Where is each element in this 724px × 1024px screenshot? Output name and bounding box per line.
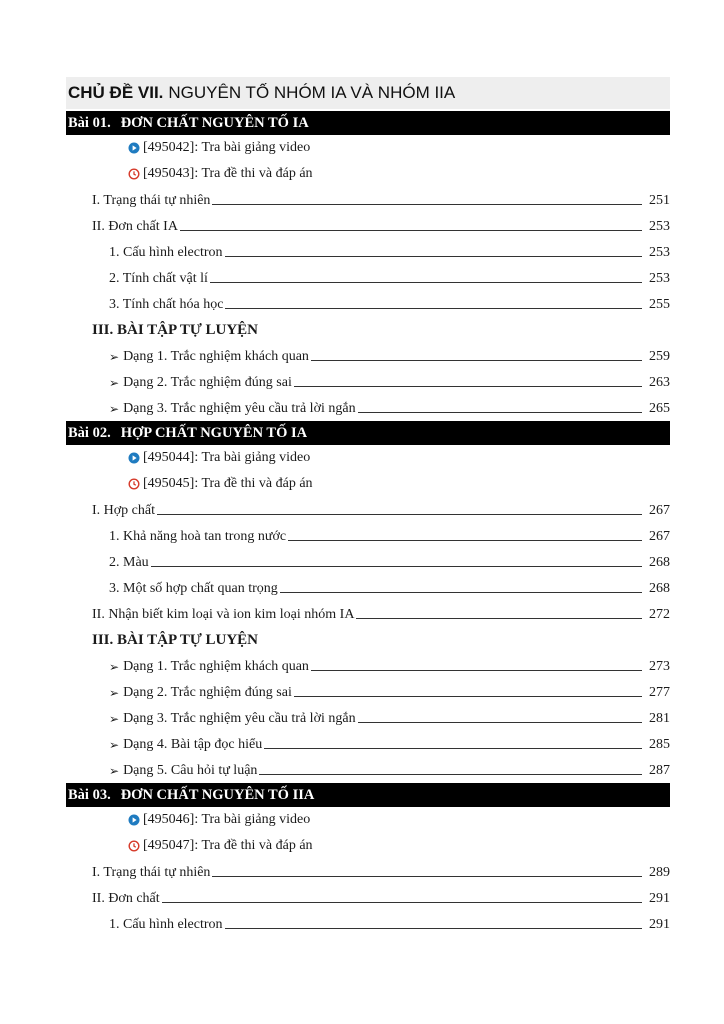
toc-entry-page: 281 bbox=[649, 711, 670, 726]
resource-link[interactable] bbox=[66, 833, 670, 859]
toc-entry-label: Dạng 2. Trắc nghiệm đúng sai bbox=[123, 685, 292, 700]
toc-entry-label: 3. Một số hợp chất quan trọng bbox=[109, 581, 278, 596]
toc-entry-label: 1. Cấu hình electron bbox=[109, 245, 223, 260]
leader-line bbox=[151, 566, 642, 567]
leader-line bbox=[157, 514, 642, 515]
toc-entry[interactable] bbox=[66, 265, 670, 291]
resource-link-text[interactable]: [495046]: Tra bài giảng video bbox=[143, 812, 311, 827]
toc-entry-label: 1. Cấu hình electron bbox=[109, 917, 223, 932]
toc-entry[interactable] bbox=[66, 705, 670, 731]
toc-entry-page: 253 bbox=[649, 271, 670, 286]
resource-link[interactable] bbox=[66, 161, 670, 187]
chapter-prefix: CHỦ ĐỀ VII. bbox=[68, 83, 164, 102]
toc-entry[interactable] bbox=[66, 549, 670, 575]
toc-entry-label: Dạng 4. Bài tập đọc hiểu bbox=[123, 737, 263, 752]
chapter-title: NGUYÊN TỐ NHÓM IA VÀ NHÓM IIA bbox=[168, 83, 456, 102]
leader-line bbox=[358, 722, 642, 723]
toc-entry-page: 267 bbox=[649, 529, 670, 544]
toc-entry-label: I. Trạng thái tự nhiên bbox=[92, 193, 211, 208]
lesson-number: Bài 03. bbox=[68, 786, 111, 803]
leader-line bbox=[259, 774, 642, 775]
arrow-bullet-icon: ➢ bbox=[109, 350, 120, 364]
leader-line bbox=[311, 670, 642, 671]
leader-line bbox=[225, 308, 642, 309]
leader-line bbox=[212, 876, 642, 877]
resource-link[interactable] bbox=[66, 445, 670, 471]
toc-entry-label: II. Đơn chất IA bbox=[92, 219, 178, 234]
play-circle-icon bbox=[128, 452, 140, 464]
toc-entry-page: 277 bbox=[649, 685, 670, 700]
resource-link-text[interactable]: [495044]: Tra bài giảng video bbox=[143, 450, 311, 465]
leader-line bbox=[294, 386, 642, 387]
toc-entry[interactable] bbox=[66, 395, 670, 421]
lesson-header bbox=[66, 783, 670, 807]
section-heading: III. BÀI TẬP TỰ LUYỆN bbox=[92, 631, 259, 648]
lesson-title: ĐƠN CHẤT NGUYÊN TỐ IA bbox=[120, 114, 309, 131]
leader-line bbox=[264, 748, 642, 749]
arrow-bullet-icon: ➢ bbox=[109, 660, 120, 674]
toc-entry-page: 259 bbox=[649, 349, 670, 364]
clock-circle-icon bbox=[128, 168, 140, 180]
toc-entry[interactable] bbox=[66, 187, 670, 213]
toc-entry[interactable] bbox=[66, 343, 670, 369]
resource-link-text[interactable]: [495042]: Tra bài giảng video bbox=[143, 140, 311, 155]
lesson-header bbox=[66, 111, 670, 135]
toc-entry-page: 291 bbox=[649, 891, 670, 906]
leader-line bbox=[212, 204, 642, 205]
toc-entry[interactable] bbox=[66, 369, 670, 395]
toc-entry[interactable] bbox=[66, 653, 670, 679]
toc-entry-label: I. Trạng thái tự nhiên bbox=[92, 865, 211, 880]
toc-entry-label: Dạng 2. Trắc nghiệm đúng sai bbox=[123, 375, 292, 390]
toc-entry-page: 265 bbox=[649, 401, 670, 416]
toc-body bbox=[66, 111, 670, 937]
section-heading: III. BÀI TẬP TỰ LUYỆN bbox=[92, 321, 259, 338]
play-circle-icon bbox=[128, 814, 140, 826]
toc-entry-page: 251 bbox=[649, 193, 670, 208]
toc-entry-label: II. Đơn chất bbox=[92, 891, 160, 906]
leader-line bbox=[225, 928, 642, 929]
clock-circle-icon bbox=[128, 478, 140, 490]
toc-entry-label: Dạng 1. Trắc nghiệm khách quan bbox=[123, 659, 309, 674]
leader-line bbox=[225, 256, 642, 257]
toc-entry[interactable] bbox=[66, 239, 670, 265]
leader-line bbox=[280, 592, 642, 593]
toc-entry-page: 268 bbox=[649, 555, 670, 570]
toc-entry-page: 253 bbox=[649, 245, 670, 260]
resource-link[interactable] bbox=[66, 471, 670, 497]
leader-line bbox=[180, 230, 642, 231]
toc-entry[interactable] bbox=[66, 213, 670, 239]
leader-line bbox=[288, 540, 642, 541]
leader-line bbox=[311, 360, 642, 361]
toc-entry[interactable] bbox=[66, 911, 670, 937]
toc-entry[interactable] bbox=[66, 601, 670, 627]
lesson-header bbox=[66, 421, 670, 445]
clock-circle-icon bbox=[128, 840, 140, 852]
toc-entry-label: I. Hợp chất bbox=[92, 503, 155, 518]
toc-entry-label: 2. Màu bbox=[109, 555, 149, 570]
arrow-bullet-icon: ➢ bbox=[109, 376, 120, 390]
toc-entry-label: Dạng 1. Trắc nghiệm khách quan bbox=[123, 349, 309, 364]
table-of-contents bbox=[66, 77, 670, 937]
toc-entry[interactable] bbox=[66, 859, 670, 885]
toc-entry[interactable] bbox=[66, 575, 670, 601]
chapter-header bbox=[66, 77, 670, 109]
toc-entry[interactable] bbox=[66, 679, 670, 705]
toc-entry-page: 253 bbox=[649, 219, 670, 234]
toc-entry-page: 285 bbox=[649, 737, 670, 752]
lesson-number: Bài 01. bbox=[68, 114, 111, 131]
play-circle-icon bbox=[128, 142, 140, 154]
toc-entry-page: 255 bbox=[649, 297, 670, 312]
toc-entry-label: 1. Khả năng hoà tan trong nước bbox=[109, 529, 287, 544]
toc-entry[interactable] bbox=[66, 291, 670, 317]
toc-entry-label: 3. Tính chất hóa học bbox=[109, 297, 224, 312]
toc-entry-label: II. Nhận biết kim loại và ion kim loại nhóm IA bbox=[92, 607, 355, 622]
leader-line bbox=[162, 902, 642, 903]
leader-line bbox=[210, 282, 642, 283]
toc-entry-page: 263 bbox=[649, 375, 670, 390]
toc-entry[interactable] bbox=[66, 731, 670, 757]
leader-line bbox=[358, 412, 642, 413]
toc-entry-label: Dạng 5. Câu hỏi tự luận bbox=[123, 763, 258, 778]
toc-entry[interactable] bbox=[66, 497, 670, 523]
resource-link-text[interactable]: [495045]: Tra đề thi và đáp án bbox=[143, 476, 313, 491]
arrow-bullet-icon: ➢ bbox=[109, 402, 120, 416]
resource-link-text[interactable]: [495047]: Tra đề thi và đáp án bbox=[143, 838, 313, 853]
arrow-bullet-icon: ➢ bbox=[109, 686, 120, 700]
resource-link-text[interactable]: [495043]: Tra đề thi và đáp án bbox=[143, 166, 313, 181]
toc-entry-page: 272 bbox=[649, 607, 670, 622]
leader-line bbox=[356, 618, 642, 619]
arrow-bullet-icon: ➢ bbox=[109, 712, 120, 726]
arrow-bullet-icon: ➢ bbox=[109, 738, 120, 752]
toc-entry-label: Dạng 3. Trắc nghiệm yêu cầu trả lời ngắn bbox=[123, 711, 356, 726]
toc-entry-page: 273 bbox=[649, 659, 670, 674]
toc-entry[interactable] bbox=[66, 885, 670, 911]
toc-entry-page: 267 bbox=[649, 503, 670, 518]
lesson-title: ĐƠN CHẤT NGUYÊN TỐ IIA bbox=[120, 786, 315, 803]
toc-entry-page: 268 bbox=[649, 581, 670, 596]
leader-line bbox=[294, 696, 642, 697]
toc-entry-page: 291 bbox=[649, 917, 670, 932]
toc-entry-page: 287 bbox=[649, 763, 670, 778]
lesson-number: Bài 02. bbox=[68, 424, 111, 441]
resource-link[interactable] bbox=[66, 807, 670, 833]
toc-entry[interactable] bbox=[66, 757, 670, 783]
toc-entry-label: Dạng 3. Trắc nghiệm yêu cầu trả lời ngắn bbox=[123, 401, 356, 416]
toc-entry[interactable] bbox=[66, 523, 670, 549]
lesson-title: HỢP CHẤT NGUYÊN TỐ IA bbox=[120, 424, 308, 441]
resource-link[interactable] bbox=[66, 135, 670, 161]
toc-entry-label: 2. Tính chất vật lí bbox=[109, 271, 208, 286]
arrow-bullet-icon: ➢ bbox=[109, 764, 120, 778]
toc-entry-page: 289 bbox=[649, 865, 670, 880]
